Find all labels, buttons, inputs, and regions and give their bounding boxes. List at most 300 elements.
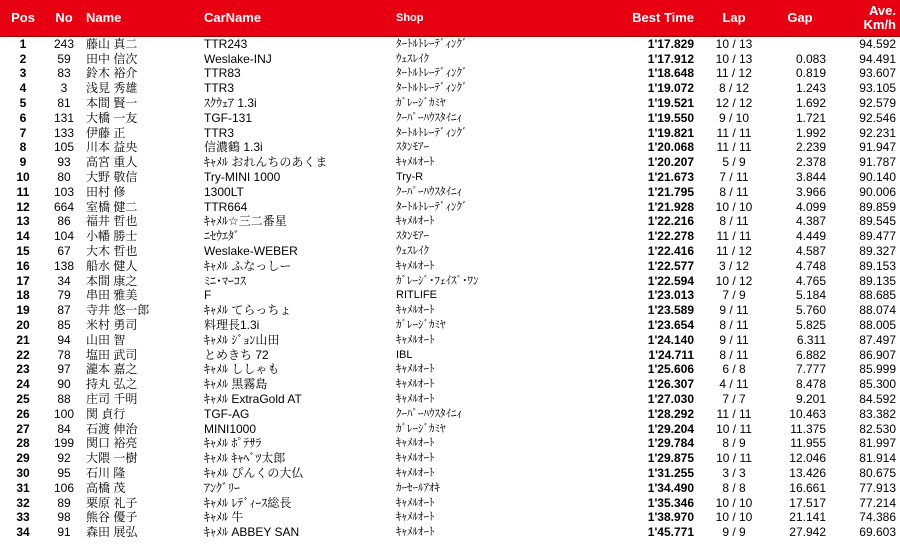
cell-pos: 27: [16, 421, 30, 436]
cell-gap: 16.661: [789, 480, 826, 495]
cell-ave-speed: 82.530: [859, 421, 896, 436]
cell-ave-speed: 77.214: [859, 495, 896, 510]
cell-lap: 7 / 11: [719, 170, 749, 185]
cell-gap: 12.046: [789, 451, 826, 466]
cell-gap: 11.375: [790, 421, 826, 436]
table-row: [0, 170, 900, 185]
cell-no: 34: [57, 273, 71, 288]
cell-lap: 10 / 10: [715, 495, 753, 510]
cell-carname: ｷｬﾒﾙ ABBEY SAN: [204, 525, 300, 540]
cell-shop: ｳｪｽﾚｲｸ: [396, 245, 429, 258]
cell-no: 94: [57, 332, 71, 347]
cell-gap: 2.239: [795, 140, 826, 155]
cell-no: 91: [57, 525, 71, 540]
table-row: [0, 51, 900, 66]
cell-gap: 4.387: [795, 214, 826, 229]
cell-pos: 28: [16, 436, 30, 451]
cell-pos: 4: [19, 81, 27, 96]
cell-name: 藤山 真二: [86, 37, 138, 52]
cell-shop: ﾀｰﾄﾙﾄﾚｰﾃﾞｨﾝｸﾞ: [396, 200, 468, 213]
cell-lap: 4 / 11: [719, 377, 749, 392]
cell-ave-speed: 74.386: [859, 510, 896, 525]
table-row: [0, 392, 900, 407]
cell-name: 瀧本 嘉之: [86, 362, 138, 377]
cell-best-time: 1'45.771: [647, 525, 694, 540]
cell-shop: ｷｬﾒﾙｵｰﾄ: [396, 259, 435, 272]
table-row: [0, 495, 900, 510]
cell-no: 92: [57, 451, 71, 466]
cell-lap: 9 / 10: [718, 110, 750, 125]
cell-name: 高宮 重人: [86, 155, 138, 170]
cell-gap: 21.141: [789, 510, 826, 525]
cell-lap: 10 / 11: [716, 421, 752, 436]
cell-shop: Try-R: [396, 171, 424, 184]
cell-name: 大橋 一友: [86, 110, 138, 125]
cell-name: 寺井 悠一郎: [86, 303, 150, 318]
cell-shop: ｳｪｽﾚｲｸ: [396, 52, 429, 65]
cell-pos: 9: [19, 155, 27, 170]
cell-ave-speed: 91.787: [859, 155, 896, 170]
table-row: [0, 140, 900, 155]
cell-no: 95: [57, 466, 71, 480]
cell-shop: ｷｬﾒﾙｵｰﾄ: [396, 156, 435, 169]
cell-best-time: 1'22.577: [647, 258, 694, 273]
header-name: Name: [82, 0, 200, 37]
cell-ave-speed: 88.685: [859, 288, 896, 303]
cell-best-time: 1'19.550: [647, 110, 694, 125]
header-pos: Pos: [0, 0, 46, 37]
cell-name: 福井 哲也: [86, 214, 138, 229]
cell-pos: 18: [16, 288, 30, 303]
cell-pos: 30: [16, 466, 30, 480]
cell-no: 80: [57, 170, 71, 185]
cell-carname: F: [204, 288, 212, 303]
cell-name: 川本 益央: [86, 140, 138, 155]
cell-pos: 6: [19, 110, 27, 125]
table-row: [0, 318, 900, 333]
table-row: [0, 110, 900, 125]
cell-carname: ﾆｾｳｴﾀﾞ: [204, 229, 241, 244]
table-row: [0, 406, 900, 421]
table-row: [0, 184, 900, 199]
cell-lap: 10 / 13: [715, 37, 753, 52]
cell-name: 持丸 弘之: [86, 377, 138, 392]
cell-name: 関口 裕亮: [86, 436, 138, 451]
cell-carname: 1300LT: [204, 184, 244, 199]
cell-carname: 料理長1.3i: [204, 318, 260, 333]
table-row: [0, 125, 900, 140]
cell-no: 100: [53, 406, 75, 421]
cell-lap: 8 / 12: [718, 81, 750, 96]
cell-gap: 3.966: [795, 184, 826, 199]
cell-best-time: 1'20.207: [647, 155, 694, 170]
table-row: [0, 273, 900, 288]
cell-no: 106: [53, 480, 75, 495]
cell-pos: 19: [16, 303, 30, 318]
cell-best-time: 1'25.606: [647, 362, 694, 377]
cell-best-time: 1'31.255: [647, 466, 694, 480]
cell-no: 133: [53, 125, 75, 140]
cell-no: 3: [60, 81, 68, 96]
cell-pos: 24: [16, 377, 30, 392]
table-row: [0, 466, 900, 481]
cell-ave-speed: 80.675: [859, 466, 896, 480]
cell-shop: ｷｬﾒﾙｵｰﾄ: [396, 526, 435, 539]
cell-lap: 8 / 9: [722, 436, 746, 451]
cell-no: 104: [53, 229, 75, 244]
cell-lap: 8 / 8: [722, 480, 746, 495]
cell-lap: 3 / 3: [722, 466, 746, 480]
cell-lap: 10 / 13: [715, 51, 753, 66]
cell-ave-speed: 85.300: [859, 377, 896, 392]
cell-pos: 34: [16, 525, 30, 540]
cell-ave-speed: 69.603: [859, 525, 896, 540]
table-row: [0, 81, 900, 96]
cell-name: 大木 哲也: [86, 244, 138, 259]
cell-carname: ｷｬﾒﾙ☆三二番星: [204, 214, 287, 229]
table-row: [0, 480, 900, 495]
cell-gap: 1.243: [795, 81, 826, 96]
cell-no: 103: [53, 184, 75, 199]
cell-shop: ｷｬﾒﾙｵｰﾄ: [396, 378, 435, 391]
table-row: [0, 525, 900, 540]
cell-ave-speed: 92.579: [859, 96, 896, 111]
cell-carname: MINI1000: [204, 421, 257, 436]
cell-carname: 信濃鶴 1.3i: [204, 140, 263, 155]
table-row: [0, 510, 900, 525]
cell-no: 105: [53, 140, 75, 155]
cell-pos: 3: [19, 66, 27, 81]
cell-gap: 3.844: [795, 170, 826, 185]
cell-ave-speed: 92.546: [859, 110, 896, 125]
cell-pos: 22: [16, 347, 30, 362]
cell-ave-speed: 94.491: [859, 51, 896, 66]
cell-shop: ﾀｰﾄﾙﾄﾚｰﾃﾞｨﾝｸﾞ: [396, 67, 468, 80]
cell-best-time: 1'29.204: [647, 421, 694, 436]
cell-ave-speed: 81.997: [859, 436, 896, 451]
cell-shop: ｶﾞﾚｰｼﾞｶﾐﾔ: [396, 319, 446, 332]
cell-gap: [770, 37, 830, 52]
cell-gap: 4.449: [795, 229, 826, 244]
table-row: [0, 155, 900, 170]
cell-shop: ｷｬﾒﾙｵｰﾄ: [396, 363, 435, 376]
cell-no: 97: [57, 362, 71, 377]
cell-gap: 0.819: [795, 66, 826, 81]
cell-name: 森田 展弘: [86, 525, 138, 540]
cell-lap: 6 / 8: [722, 362, 746, 377]
cell-pos: 5: [19, 96, 27, 111]
cell-name: 伊藤 正: [86, 125, 126, 140]
cell-carname: ｽｸｳｪｱ 1.3i: [204, 96, 257, 111]
cell-name: 鈴木 裕介: [86, 66, 138, 81]
table-row: [0, 303, 900, 318]
cell-carname: ｷｬﾒﾙ ﾎﾟﾃｻﾗ: [204, 436, 262, 451]
cell-gap: 13.426: [789, 466, 826, 480]
cell-pos: 14: [16, 229, 30, 244]
cell-best-time: 1'29.875: [647, 451, 694, 466]
cell-no: 89: [57, 495, 71, 510]
cell-best-time: 1'17.829: [647, 37, 694, 52]
header-shop: Shop: [392, 0, 592, 37]
results-body: [0, 37, 900, 540]
table-row: [0, 66, 900, 81]
table-row: [0, 436, 900, 451]
cell-ave-speed: 84.592: [859, 392, 896, 407]
table-row: [0, 199, 900, 214]
cell-lap: 8 / 11: [719, 347, 749, 362]
cell-best-time: 1'27.030: [647, 392, 694, 407]
cell-lap: 9 / 9: [722, 525, 746, 540]
cell-gap: 10.463: [789, 406, 826, 421]
cell-shop: ｸｰﾊﾟｰﾊｳｽﾀｲﾆｨ: [396, 185, 462, 198]
cell-best-time: 1'34.490: [647, 480, 694, 495]
cell-gap: 1.992: [795, 125, 826, 140]
cell-name: 関 貞行: [86, 406, 126, 421]
cell-ave-speed: 89.153: [859, 258, 896, 273]
cell-name: 石川 隆: [86, 466, 126, 480]
cell-name: 船水 健人: [86, 258, 138, 273]
cell-name: 串田 雅美: [86, 288, 138, 303]
cell-pos: 20: [16, 318, 30, 333]
cell-carname: とめきち 72: [204, 347, 269, 362]
cell-shop: ﾀｰﾄﾙﾄﾚｰﾃﾞｨﾝｸﾞ: [396, 126, 468, 139]
cell-gap: 6.311: [796, 332, 826, 347]
cell-shop: ｷｬﾒﾙｵｰﾄ: [396, 393, 435, 406]
table-row: [0, 96, 900, 111]
cell-ave-speed: 89.859: [859, 199, 896, 214]
cell-carname: TGF-AG: [204, 406, 250, 421]
cell-gap: 5.760: [795, 303, 826, 318]
cell-no: 199: [53, 436, 75, 451]
cell-no: 79: [57, 288, 71, 303]
cell-no: 87: [57, 303, 71, 318]
cell-best-time: 1'22.594: [647, 273, 694, 288]
cell-pos: 8: [19, 140, 27, 155]
cell-best-time: 1'22.416: [647, 244, 694, 259]
cell-ave-speed: 90.006: [859, 184, 896, 199]
cell-best-time: 1'28.292: [647, 406, 694, 421]
cell-gap: 1.692: [795, 96, 826, 111]
cell-best-time: 1'21.673: [647, 170, 694, 185]
cell-gap: 4.765: [795, 273, 826, 288]
cell-name: 庄司 千明: [86, 392, 138, 407]
cell-pos: 12: [16, 199, 30, 214]
header-gap: Gap: [770, 0, 830, 37]
cell-no: 88: [57, 392, 71, 407]
table-row: [0, 37, 900, 52]
cell-lap: 5 / 9: [722, 155, 746, 170]
cell-best-time: 1'23.589: [647, 303, 694, 318]
header-ave-line1: Ave.: [869, 3, 896, 18]
cell-name: 石渡 伸治: [86, 421, 138, 436]
cell-name: 高橋 茂: [86, 480, 126, 495]
cell-lap: 11 / 11: [716, 406, 752, 421]
cell-best-time: 1'20.068: [647, 140, 694, 155]
cell-best-time: 1'21.928: [647, 199, 694, 214]
table-row: [0, 451, 900, 466]
cell-carname: TTR3: [204, 125, 234, 140]
cell-shop: ｽﾀﾝﾓｱｰ: [396, 230, 429, 243]
cell-shop: ｷｬﾒﾙｵｰﾄ: [396, 304, 435, 317]
cell-shop: ﾀｰﾄﾙﾄﾚｰﾃﾞｨﾝｸﾞ: [396, 38, 468, 51]
cell-carname: ｷｬﾒﾙ ﾚﾃﾞｨｰｽ総長: [204, 495, 292, 510]
cell-name: 田村 修: [86, 184, 126, 199]
table-row: [0, 229, 900, 244]
cell-lap: 11 / 11: [716, 125, 752, 140]
cell-carname: Try-MINI 1000: [204, 170, 281, 185]
cell-shop: IBL: [396, 348, 413, 361]
header-lap: Lap: [698, 0, 770, 37]
cell-shop: ｷｬﾒﾙｵｰﾄ: [396, 437, 435, 450]
cell-name: 大隈 一樹: [86, 451, 138, 466]
cell-lap: 11 / 11: [716, 140, 752, 155]
cell-carname: ｷｬﾒﾙ ししゃも: [204, 362, 280, 377]
table-row: [0, 377, 900, 392]
cell-gap: 2.378: [795, 155, 826, 170]
cell-lap: 10 / 10: [715, 199, 753, 214]
cell-carname: ｷｬﾒﾙ ExtraGold AT: [204, 392, 302, 407]
cell-pos: 16: [16, 258, 30, 273]
cell-gap: 7.777: [795, 362, 826, 377]
cell-name: 熊谷 優子: [86, 510, 138, 525]
cell-shop: ｽﾀﾝﾓｱｰ: [396, 141, 429, 154]
cell-carname: ｱﾝｸﾞﾘｰ: [204, 480, 241, 495]
cell-carname: TTR243: [204, 37, 248, 52]
cell-lap: 9 / 11: [719, 332, 749, 347]
header-ave-speed: [830, 0, 900, 37]
cell-best-time: 1'23.013: [647, 288, 694, 303]
table-row: [0, 214, 900, 229]
table-row: [0, 288, 900, 303]
cell-pos: 31: [16, 480, 30, 495]
cell-shop: ｷｬﾒﾙｵｰﾄ: [396, 333, 435, 346]
cell-name: 小幡 勝士: [86, 229, 138, 244]
cell-pos: 21: [16, 332, 30, 347]
table-row: [0, 362, 900, 377]
cell-pos: 11: [16, 184, 30, 199]
cell-ave-speed: 85.999: [859, 362, 896, 377]
cell-carname: ﾐﾆ･ﾏｰｺｽ: [204, 273, 247, 288]
header-row: [0, 0, 900, 37]
cell-shop: ｷｬﾒﾙｵｰﾄ: [396, 511, 435, 524]
cell-name: 栗原 礼子: [86, 495, 138, 510]
cell-shop: ｶﾞﾚｰｼﾞｶﾐﾔ: [396, 422, 446, 435]
cell-lap: 12 / 12: [715, 96, 753, 111]
cell-name: 塩田 武司: [86, 347, 138, 362]
cell-no: 78: [57, 347, 71, 362]
cell-shop: ｶｰｾｰﾙｱｵｷ: [396, 481, 440, 494]
cell-best-time: 1'24.711: [648, 347, 694, 362]
cell-ave-speed: 83.382: [859, 406, 896, 421]
table-row: [0, 258, 900, 273]
cell-carname: ｷｬﾒﾙ 黒霧島: [204, 377, 268, 392]
cell-gap: 4.587: [795, 244, 826, 259]
cell-lap: 9 / 11: [719, 303, 749, 318]
table-row: [0, 244, 900, 259]
cell-name: 浅見 秀雄: [86, 81, 138, 96]
cell-lap: 11 / 11: [716, 229, 752, 244]
cell-ave-speed: 89.327: [859, 244, 896, 259]
cell-shop: ｷｬﾒﾙｵｰﾄ: [396, 467, 435, 479]
cell-shop: ﾀｰﾄﾙﾄﾚｰﾃﾞｨﾝｸﾞ: [396, 82, 468, 95]
cell-lap: 3 / 12: [718, 258, 750, 273]
cell-best-time: 1'23.654: [647, 318, 694, 333]
cell-carname: ｷｬﾒﾙ ｷｬﾍﾞﾂ太郎: [204, 451, 286, 466]
cell-ave-speed: 88.005: [859, 318, 896, 333]
cell-no: 86: [57, 214, 71, 229]
table-row: [0, 332, 900, 347]
cell-carname: ｷｬﾒﾙ 牛: [204, 510, 244, 525]
cell-ave-speed: 94.592: [859, 37, 896, 52]
cell-best-time: 1'24.140: [647, 332, 694, 347]
cell-carname: TTR664: [204, 199, 248, 214]
cell-ave-speed: 87.497: [859, 332, 896, 347]
cell-name: 室橋 健二: [86, 199, 138, 214]
cell-carname: ｷｬﾒﾙ ｼﾞｮﾝ山田: [204, 332, 280, 347]
cell-best-time: 1'21.795: [647, 184, 694, 199]
cell-lap: 11 / 12: [716, 66, 752, 81]
cell-no: 664: [53, 199, 75, 214]
cell-pos: 33: [16, 510, 30, 525]
cell-carname: ｷｬﾒﾙ ふなっしー: [204, 258, 292, 273]
cell-ave-speed: 93.607: [859, 66, 896, 81]
table-row: [0, 347, 900, 362]
cell-best-time: 1'19.521: [647, 96, 694, 111]
cell-ave-speed: 88.074: [859, 303, 896, 318]
cell-no: 131: [53, 110, 75, 125]
cell-name: 本間 賢一: [86, 96, 138, 111]
cell-gap: 9.201: [795, 392, 826, 407]
cell-gap: 6.882: [795, 347, 826, 362]
header-best-time: Best Time: [592, 0, 698, 37]
cell-name: 本間 康之: [86, 273, 138, 288]
cell-name: 米村 勇司: [86, 318, 138, 333]
cell-shop: ｶﾞﾚｰｼﾞｶﾐﾔ: [396, 97, 446, 110]
cell-shop: ｸｰﾊﾟｰﾊｳｽﾀｲﾆｨ: [396, 407, 462, 420]
cell-pos: 23: [16, 362, 30, 377]
cell-pos: 7: [19, 125, 27, 140]
cell-name: 大野 敬信: [86, 170, 138, 185]
cell-best-time: 1'29.784: [647, 436, 694, 451]
cell-gap: 8.478: [795, 377, 826, 392]
cell-ave-speed: 81.914: [859, 451, 896, 466]
cell-no: 243: [53, 37, 75, 52]
cell-ave-speed: 86.907: [859, 347, 896, 362]
cell-gap: 11.955: [790, 436, 826, 451]
cell-ave-speed: 92.231: [859, 125, 896, 140]
cell-shop: ｸｰﾊﾟｰﾊｳｽﾀｲﾆｨ: [396, 111, 462, 124]
cell-best-time: 1'17.912: [647, 51, 694, 66]
cell-gap: 0.083: [795, 51, 826, 66]
cell-no: 59: [57, 51, 71, 66]
cell-gap: 4.099: [795, 199, 826, 214]
cell-ave-speed: 90.140: [859, 170, 896, 185]
cell-lap: 8 / 11: [719, 214, 749, 229]
cell-pos: 15: [16, 244, 30, 259]
cell-no: 138: [53, 258, 75, 273]
cell-gap: 1.721: [795, 110, 826, 125]
cell-ave-speed: 89.545: [859, 214, 896, 229]
cell-lap: 11 / 12: [716, 244, 752, 259]
cell-no: 67: [57, 244, 71, 259]
cell-shop: RITLIFE: [396, 289, 437, 302]
header-no: No: [46, 0, 82, 37]
cell-carname: TTR83: [204, 66, 241, 81]
cell-shop: ｶﾞﾚｰｼﾞ･ﾌｪｲｽﾞ･ﾜﾝ: [396, 274, 479, 287]
cell-best-time: 1'19.821: [647, 125, 694, 140]
cell-ave-speed: 89.477: [859, 229, 896, 244]
cell-ave-speed: 91.947: [859, 140, 896, 155]
